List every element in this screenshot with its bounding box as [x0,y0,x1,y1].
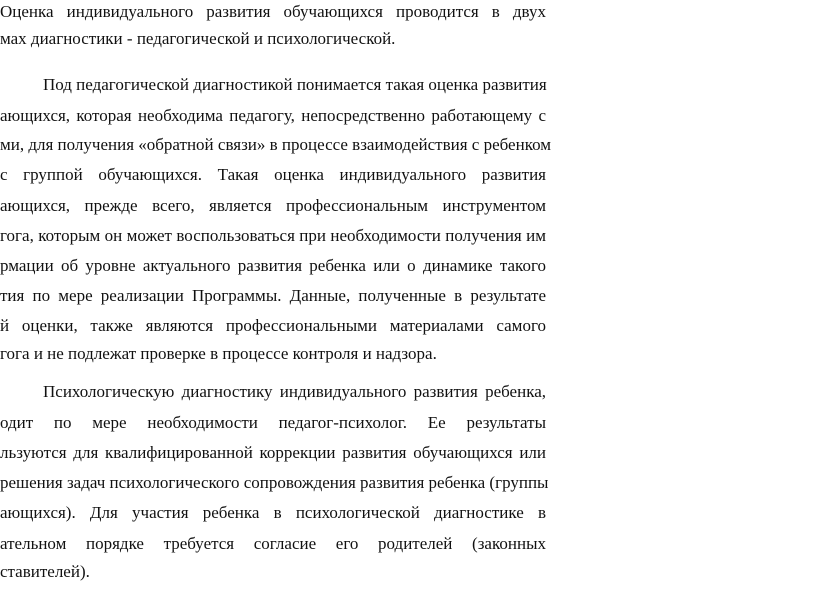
paragraph-1-line-1: Оценка индивидуального развития обучающихся проводится в двух [0,2,546,21]
paragraph-2-line-8: тия по мере реализации Программы. Данные, полученные в результате [0,286,546,305]
paragraph-3-line-7: ставителей). [0,562,90,581]
paragraph-2-line-10: гога и не подлежат проверке в процессе контроля и надзора. [0,344,437,363]
paragraph-2-line-9: й оценки, также являются профессиональными материалами самого [0,316,546,335]
paragraph-2-line-1: Под педагогической диагностикой понимается такая оценка развития [43,75,547,94]
paragraph-3-line-5: ающихся). Для участия ребенка в психологической диагностике в [0,503,546,522]
paragraph-2-line-6: гога, которым он может воспользоваться при необходимости получения им [0,226,546,245]
paragraph-2-line-4: с группой обучающихся. Такая оценка индивидуального развития [0,165,546,184]
paragraph-3-line-4: решения задач психологического сопровождения развития ребенка (группы [0,473,549,492]
paragraph-2-line-3: ми, для получения «обратной связи» в процессе взаимодействия с ребенком [0,135,552,154]
paragraph-3-line-3: льзуются для квалифицированной коррекции развития обучающихся или [0,443,546,462]
paragraph-2-line-7: рмации об уровне актуального развития ребенка или о динамике такого [0,256,546,275]
paragraph-3-line-6: ательном порядке требуется согласие его родителей (законных [0,534,546,553]
paragraph-3-line-1: Психологическую диагностику индивидуального развития ребенка, [43,382,546,401]
paragraph-2-line-2: ающихся, которая необходима педагогу, непосредственно работающему с [0,106,546,125]
paragraph-2-line-5: ающихся, прежде всего, является профессиональным инструментом [0,196,546,215]
paragraph-3-line-2: одит по мере необходимости педагог-психолог. Ее результаты [0,413,546,432]
paragraph-1-line-2: мах диагностики - педагогической и психологической. [0,29,396,48]
